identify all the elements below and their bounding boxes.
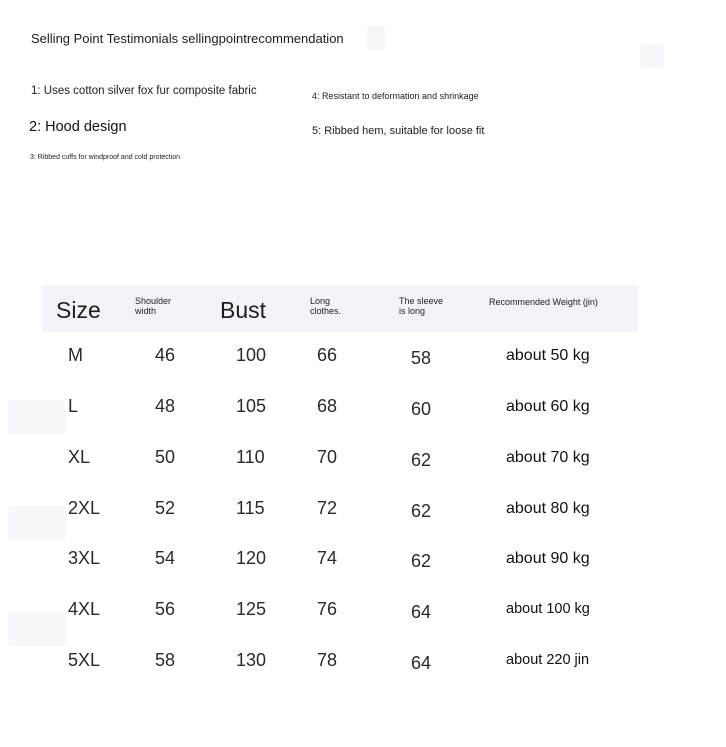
cell-sleeve-length: 64 bbox=[411, 602, 432, 622]
cell-size: 5XL bbox=[68, 650, 101, 670]
header-shoulder-line2: width bbox=[135, 306, 157, 317]
cell-sleeve-length: 64 bbox=[411, 653, 432, 673]
cell-bust: 120 bbox=[236, 548, 267, 568]
cell-long-clothes: 72 bbox=[317, 498, 338, 518]
cell-bust: 105 bbox=[236, 396, 267, 416]
header-sleeve-line1: The sleeve bbox=[399, 296, 444, 306]
background-smudge bbox=[367, 26, 385, 50]
cell-bust: 115 bbox=[236, 498, 265, 518]
background-smudge bbox=[640, 44, 664, 68]
background-smudge bbox=[8, 612, 66, 646]
cell-recommended-weight: about 70 kg bbox=[506, 449, 590, 466]
cell-recommended-weight: about 220 jin bbox=[506, 652, 590, 668]
cell-recommended-weight: about 50 kg bbox=[506, 347, 590, 364]
cell-shoulder-width: 48 bbox=[155, 396, 176, 416]
cell-size: 4XL bbox=[68, 599, 101, 619]
cell-recommended-weight: about 80 kg bbox=[506, 500, 590, 517]
background-smudge bbox=[8, 400, 66, 434]
cell-sleeve-length: 62 bbox=[411, 551, 432, 571]
cell-size: 2XL bbox=[68, 498, 101, 518]
cell-sleeve-length: 58 bbox=[411, 348, 432, 368]
cell-sleeve-length: 60 bbox=[411, 399, 432, 419]
feature-1: 1: Uses cotton silver fox fur composite fabric bbox=[31, 85, 257, 97]
cell-size: XL bbox=[68, 447, 91, 467]
cell-shoulder-width: 58 bbox=[155, 650, 176, 670]
cell-sleeve-length: 62 bbox=[411, 501, 432, 521]
cell-size: M bbox=[68, 345, 83, 365]
cell-recommended-weight: about 100 kg bbox=[506, 601, 590, 617]
header-size: Size bbox=[56, 297, 101, 323]
cell-recommended-weight: about 90 kg bbox=[506, 550, 590, 567]
feature-3: 3: Ribbed cuffs for windproof and cold protection bbox=[30, 154, 181, 161]
feature-4: 4: Resistant to deformation and shrinkage bbox=[312, 91, 479, 101]
header-long-line2: clothes. bbox=[310, 306, 342, 317]
cell-bust: 100 bbox=[236, 345, 267, 365]
cell-shoulder-width: 54 bbox=[155, 548, 176, 568]
cell-shoulder-width: 56 bbox=[155, 599, 176, 619]
cell-recommended-weight: about 60 kg bbox=[506, 398, 590, 415]
header-recommended-weight: Recommended Weight (jin) bbox=[489, 297, 598, 307]
feature-2: 2: Hood design bbox=[29, 119, 127, 135]
header-long-line1: Long bbox=[310, 296, 331, 306]
cell-long-clothes: 66 bbox=[317, 345, 338, 365]
cell-sleeve-length: 62 bbox=[411, 450, 432, 470]
cell-shoulder-width: 50 bbox=[155, 447, 176, 467]
cell-size: 3XL bbox=[68, 548, 101, 568]
header-sleeve-line2: is long bbox=[399, 306, 426, 317]
header-bust: Bust bbox=[220, 297, 267, 323]
cell-long-clothes: 78 bbox=[317, 650, 338, 670]
feature-5: 5: Ribbed hem, suitable for loose fit bbox=[312, 125, 485, 137]
cell-size: L bbox=[68, 396, 79, 416]
cell-shoulder-width: 52 bbox=[155, 498, 176, 518]
cell-bust: 130 bbox=[236, 650, 267, 670]
cell-bust: 110 bbox=[236, 447, 265, 467]
header-long-clothes bbox=[310, 296, 341, 317]
background-smudge bbox=[8, 506, 66, 540]
header-shoulder-width bbox=[135, 296, 171, 317]
cell-long-clothes: 68 bbox=[317, 396, 338, 416]
cell-shoulder-width: 46 bbox=[155, 345, 176, 365]
header-shoulder-line1: Shoulder bbox=[135, 296, 172, 306]
cell-long-clothes: 74 bbox=[317, 548, 338, 568]
cell-long-clothes: 76 bbox=[317, 599, 338, 619]
page-title: Selling Point Testimonials sellingpointrecommendation bbox=[31, 31, 344, 46]
cell-bust: 125 bbox=[236, 599, 267, 619]
cell-long-clothes: 70 bbox=[317, 447, 338, 467]
header-sleeve-length bbox=[399, 296, 443, 317]
